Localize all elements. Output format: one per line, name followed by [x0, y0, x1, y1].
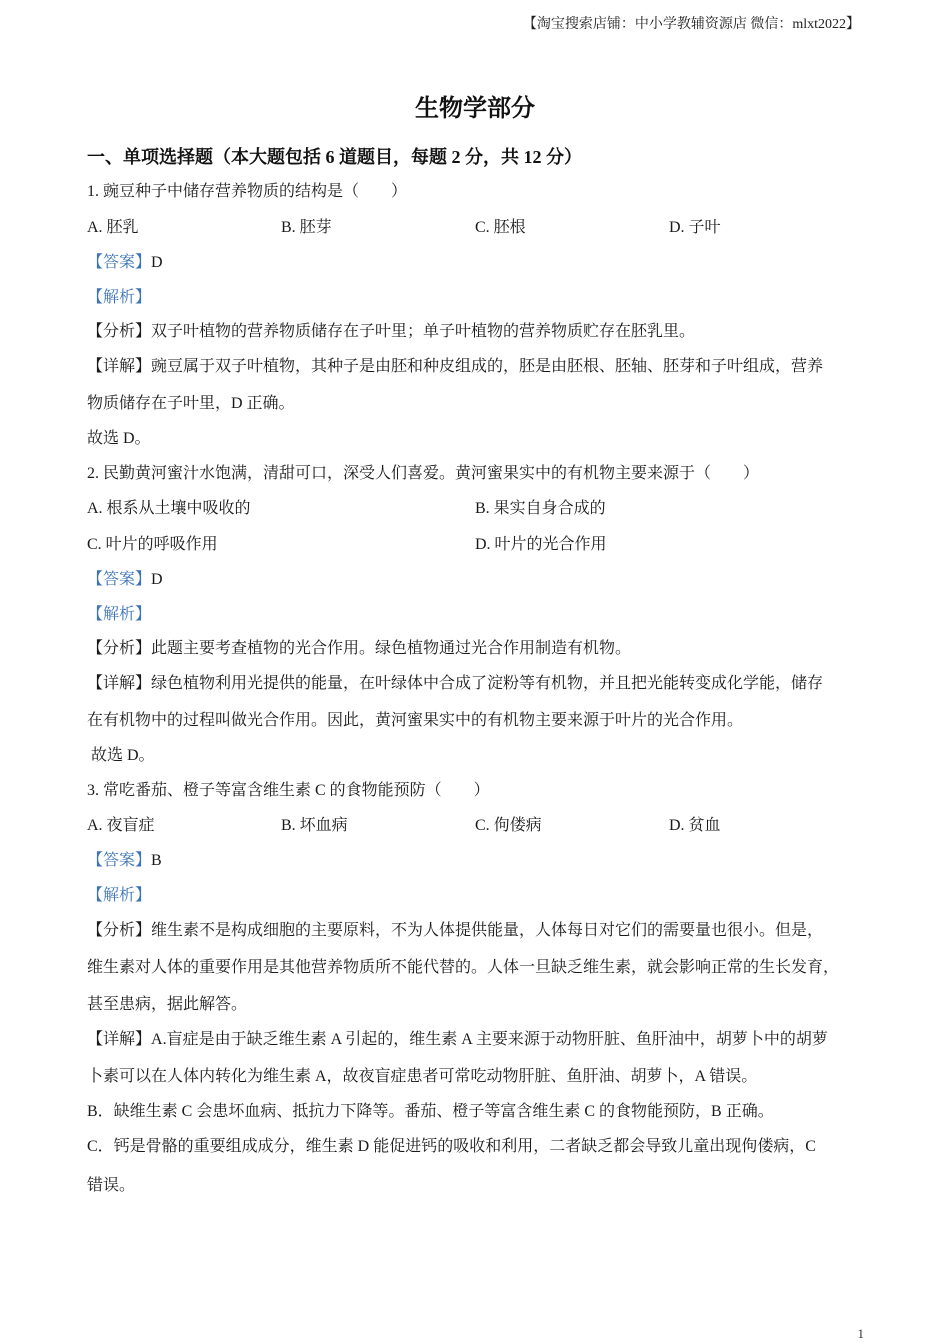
- page-number: 1: [857, 1326, 864, 1341]
- xiangjie-tag: 【详解】: [87, 1031, 152, 1048]
- q2-conclusion: 故选 D。: [87, 747, 155, 764]
- q1-option-b: B. 胚芽: [281, 219, 332, 236]
- fenxi-tag: 【分析】: [87, 323, 152, 340]
- q2-fenxi: [87, 638, 631, 660]
- answer-tag: 【答案】: [87, 571, 152, 588]
- q3-fenxi-cont-1: 维生素对人体的重要作用是其他营养物质所不能代替的。人体一旦缺乏维生素，就会影响正常的生长发育，: [87, 959, 840, 976]
- header-note: 【淘宝搜索店铺：中小学教辅资源店 微信：mlxt2022】: [522, 17, 860, 32]
- q1-answer: [87, 252, 163, 274]
- q2-option-b: B. 果实自身合成的: [475, 500, 606, 517]
- answer-value: D: [151, 571, 163, 588]
- q3-fenxi-cont-2: 甚至患病，据此解答。: [87, 996, 248, 1013]
- q3-option-a: A. 夜盲症: [87, 817, 155, 834]
- q1-fenxi: [87, 321, 695, 343]
- q1-option-a: A. 胚乳: [87, 219, 139, 236]
- q2-option-c: C. 叶片的呼吸作用: [87, 536, 218, 553]
- answer-tag: 【答案】: [87, 254, 152, 271]
- answer-value: D: [151, 254, 163, 271]
- q2-option-a: A. 根系从土壤中吸收的: [87, 500, 251, 517]
- question-1-stem: 1. 豌豆种子中储存营养物质的结构是（ ）: [87, 183, 408, 200]
- question-2-stem: 2. 民勤黄河蜜汁水饱满，清甜可口，深受人们喜爱。黄河蜜果实中的有机物主要来源于（ ）: [87, 465, 760, 482]
- q3-xiangjie-b: B．缺维生素 C 会患坏血病、抵抗力下降等。番茄、橙子等富含维生素 C 的食物能预防，B 正确。: [87, 1103, 774, 1120]
- q3-xiangjie-c: C．钙是骨骼的重要组成成分，维生素 D 能促进钙的吸收和利用，二者缺乏都会导致儿童出现佝偻病，C: [87, 1138, 816, 1155]
- xiangjie-tag: 【详解】: [87, 675, 152, 692]
- q3-analysis-tag: 【解析】: [87, 887, 152, 904]
- fenxi-text: 维生素不是构成细胞的主要原料，不为人体提供能量，人体每日对它们的需要量也很小。但是，: [151, 922, 824, 939]
- q2-xiangjie-cont: 在有机物中的过程叫做光合作用。因此，黄河蜜果实中的有机物主要来源于叶片的光合作用。: [87, 712, 744, 729]
- q3-fenxi: [87, 920, 823, 942]
- xiangjie-text: 绿色植物利用光提供的能量，在叶绿体中合成了淀粉等有机物，并且把光能转变成化学能，储存: [151, 675, 824, 692]
- fenxi-text: 双子叶植物的营养物质储存在子叶里；单子叶植物的营养物质贮存在胚乳里。: [151, 323, 696, 340]
- answer-tag: 【答案】: [87, 852, 152, 869]
- q1-option-c: C. 胚根: [475, 219, 526, 236]
- xiangjie-text: A.盲症是由于缺乏维生素 A 引起的，维生素 A 主要来源于动物肝脏、鱼肝油中，胡萝卜中的胡萝: [151, 1031, 828, 1048]
- q1-conclusion: 故选 D。: [87, 430, 151, 447]
- q2-xiangjie: [87, 673, 823, 695]
- q3-option-d: D. 贫血: [669, 817, 721, 834]
- page-title: 生物学部分: [415, 96, 535, 122]
- q3-option-b: B. 坏血病: [281, 817, 348, 834]
- q3-xiangjie-c-cont: 错误。: [87, 1177, 136, 1194]
- q3-answer: [87, 850, 162, 872]
- answer-value: B: [151, 852, 162, 869]
- q2-option-d: D. 叶片的光合作用: [475, 536, 607, 553]
- q1-analysis-tag: 【解析】: [87, 289, 152, 306]
- xiangjie-text: 豌豆属于双子叶植物，其种子是由胚和种皮组成的，胚是由胚根、胚轴、胚芽和子叶组成，营养: [151, 358, 824, 375]
- fenxi-tag: 【分析】: [87, 640, 152, 657]
- q3-xiangjie: [87, 1029, 828, 1051]
- question-3-stem: 3. 常吃番茄、橙子等富含维生素 C 的食物能预防（ ）: [87, 782, 490, 799]
- q3-option-c: C. 佝偻病: [475, 817, 542, 834]
- q1-option-d: D. 子叶: [669, 219, 721, 236]
- fenxi-text: 此题主要考查植物的光合作用。绿色植物通过光合作用制造有机物。: [151, 640, 632, 657]
- section-heading: 一、单项选择题（本大题包括 6 道题目，每题 2 分，共 12 分）: [87, 147, 582, 167]
- q2-analysis-tag: 【解析】: [87, 606, 152, 623]
- q1-xiangjie-cont: 物质储存在子叶里，D 正确。: [87, 395, 295, 412]
- q1-xiangjie: [87, 356, 823, 378]
- fenxi-tag: 【分析】: [87, 922, 152, 939]
- q2-answer: [87, 569, 163, 591]
- xiangjie-tag: 【详解】: [87, 358, 152, 375]
- q3-xiangjie-cont: 卜素可以在人体内转化为维生素 A，故夜盲症患者可常吃动物肝脏、鱼肝油、胡萝卜，A 错误。: [87, 1068, 758, 1085]
